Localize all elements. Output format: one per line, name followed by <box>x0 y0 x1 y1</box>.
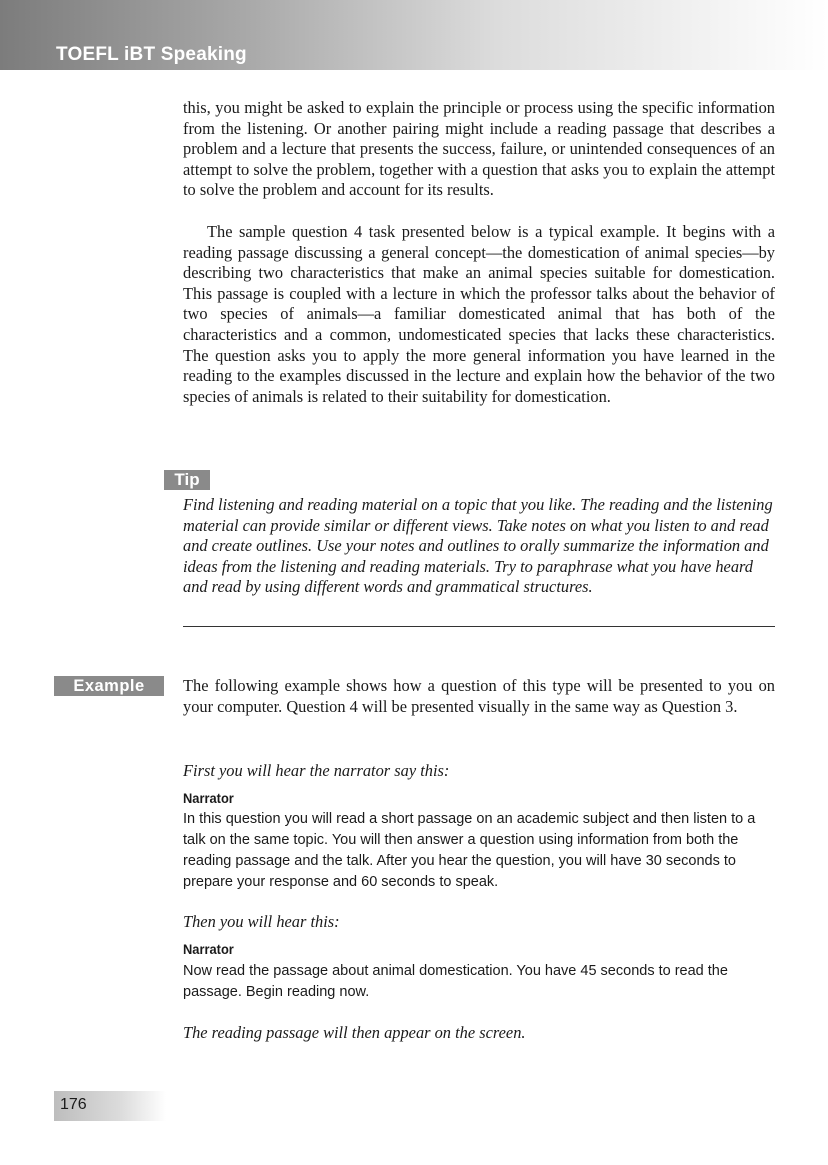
page-number: 176 <box>60 1096 87 1113</box>
example-label: Example <box>54 676 164 696</box>
narrator-text-2: Now read the passage about animal domestication. You have 45 seconds to read the passage. Begin reading now. <box>183 963 728 1000</box>
running-header-title: TOEFL iBT Speaking <box>56 44 247 65</box>
body-paragraph-2: The sample question 4 task presented below is a typical example. It begins with a reading passage discussing a general concept—the domestication of animal species—by describing two characteristics that make an animal species suitable for domestication. This passage is coupled with a lecture in which the professor talks about the behavior of two species of animals—a familiar domesticated animal that has both of the characteristics and a common, undomesticated species that lacks these characteristics. The question asks you to apply the more general information you have learned in the reading to the examples discussed in the lecture and explain how the behavior of the two species of animals is related to their suitability for domestication. <box>183 222 775 406</box>
tip-divider <box>183 626 775 627</box>
body-paragraph-1: this, you might be asked to explain the principle or process using the specific information from the listening. Or another pairing might include a reading passage that describes a problem and a lecture that presents the success, failure, or unintended consequences of an attempt to solve the problem, together with a question that asks you to explain the attempt to solve the problem and account for its results. <box>183 98 775 200</box>
narrator-text-1: In this question you will read a short passage on an academic subject and then listen to a talk on the same topic. You will then answer a question using information from both the reading passage and the talk. After you hear the question, you will have 30 seconds to prepare your response and 60 seconds to speak. <box>183 811 756 890</box>
narrator-heading-2: Narrator <box>183 941 234 957</box>
narrator-heading-1: Narrator <box>183 790 234 806</box>
example-intro: The following example shows how a question of this type will be presented to you on your computer. Question 4 will be presented visually in the same way as Question 3. <box>183 676 775 716</box>
first-hear-instruction: First you will hear the narrator say this: <box>183 761 450 780</box>
tip-text: Find listening and reading material on a topic that you like. The reading and the listening material can provide similar or different views. Take notes on what you listen to and read and create outlines. Use your notes and outlines to orally summarize the information and ideas from the listening and reading materials. Try to paraphrase what you have heard and read by using different words and grammatical structures. <box>183 495 773 597</box>
tip-label: Tip <box>164 470 210 490</box>
then-hear-instruction: Then you will hear this: <box>183 912 340 931</box>
closing-note: The reading passage will then appear on the screen. <box>183 1023 526 1042</box>
